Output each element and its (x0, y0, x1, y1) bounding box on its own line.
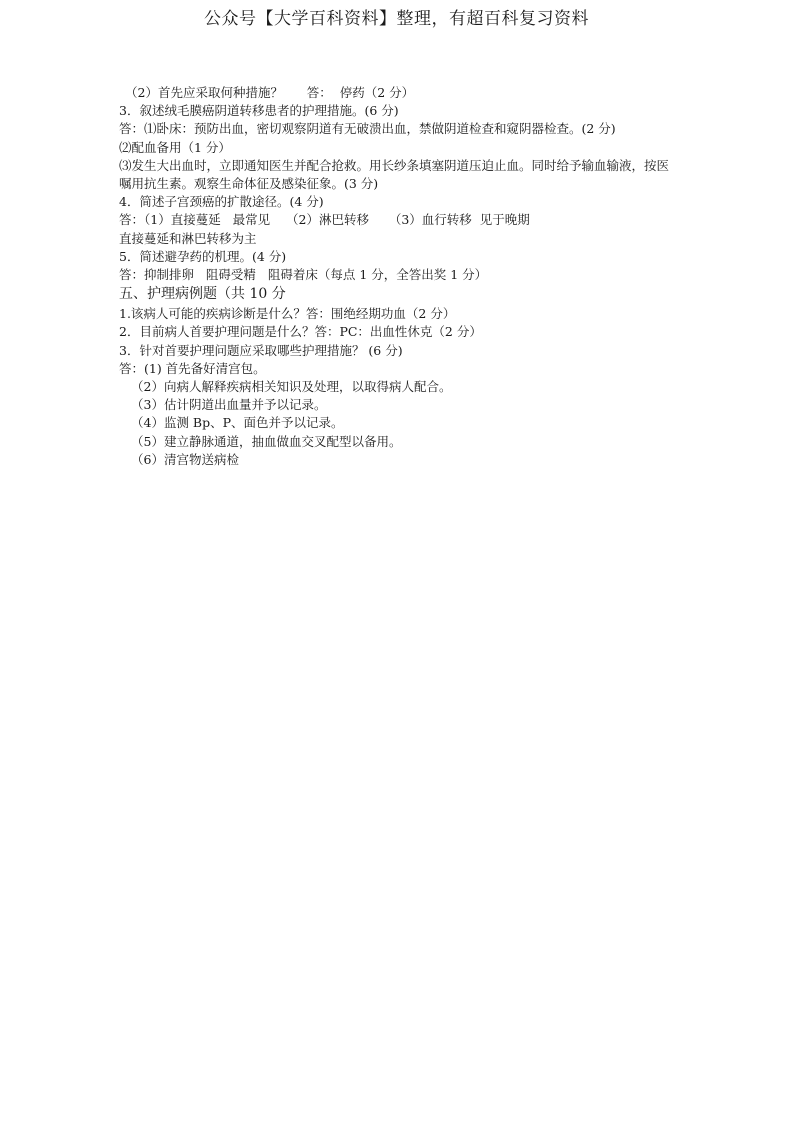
answer-line: 答：(1) 首先备好清宫包。 (119, 360, 266, 376)
question-line: 5．简述避孕药的机理。(4 分) (119, 248, 287, 264)
question-line: 3．叙述绒毛膜癌阴道转移患者的护理措施。(6 分) (119, 103, 399, 119)
question-line: 1.该病人可能的疾病诊断是什么？答：围绝经期功血（2 分） (119, 306, 456, 322)
answer-line: 答：（1）直接蔓延 最常见 （2）淋巴转移 （3）血行转移 见于晚期 (119, 212, 530, 228)
page-header: 公众号【大学百科资料】整理，有超百科复习资料 (204, 9, 589, 29)
answer-line: （2）首先应采取何种措施？ 答： 停药（2 分） (125, 85, 415, 100)
question-line: 2．目前病人首要护理问题是什么？答：PC：出血性休克（2 分） (119, 324, 482, 340)
section-heading: 五、护理病例题（共 10 分 (119, 286, 286, 303)
answer-line: （5）建立静脉通道，抽血做血交叉配型以备用。 (131, 433, 402, 449)
answer-line: ⑵配血备用（1 分） (119, 139, 231, 155)
question-line: 4．简述子宫颈癌的扩散途径。(4 分) (119, 194, 324, 210)
answer-line: 答：⑴卧床：预防出血，密切观察阴道有无破溃出血，禁做阴道检查和窥阴器检查。(2 分) (119, 121, 616, 137)
answer-line: （2）向病人解释疾病相关知识及处理，以取得病人配合。 (131, 379, 452, 395)
answer-line: （4）监测 Bp、P、面色并予以记录。 (131, 415, 344, 431)
answer-line: 直接蔓延和淋巴转移为主 (119, 230, 257, 246)
answer-line: 答：抑制排卵 阻碍受精 阻碍着床（每点 1 分，全答出奖 1 分） (119, 267, 488, 283)
answer-paragraph: ⑶发生大出血时，立即通知医生并配合抢救。用长纱条填塞阴道压迫止血。同时给予输血输液，按医嘱用抗生素。观察生命体征及感染征象。(3 分) (119, 157, 670, 192)
document-body (119, 84, 684, 469)
answer-line: （6）清宫物送病检 (131, 451, 239, 467)
question-line: 3．针对首要护理问题应采取哪些护理措施？ (6 分) (119, 342, 403, 358)
answer-line: （3）估计阴道出血量并予以记录。 (131, 397, 327, 413)
